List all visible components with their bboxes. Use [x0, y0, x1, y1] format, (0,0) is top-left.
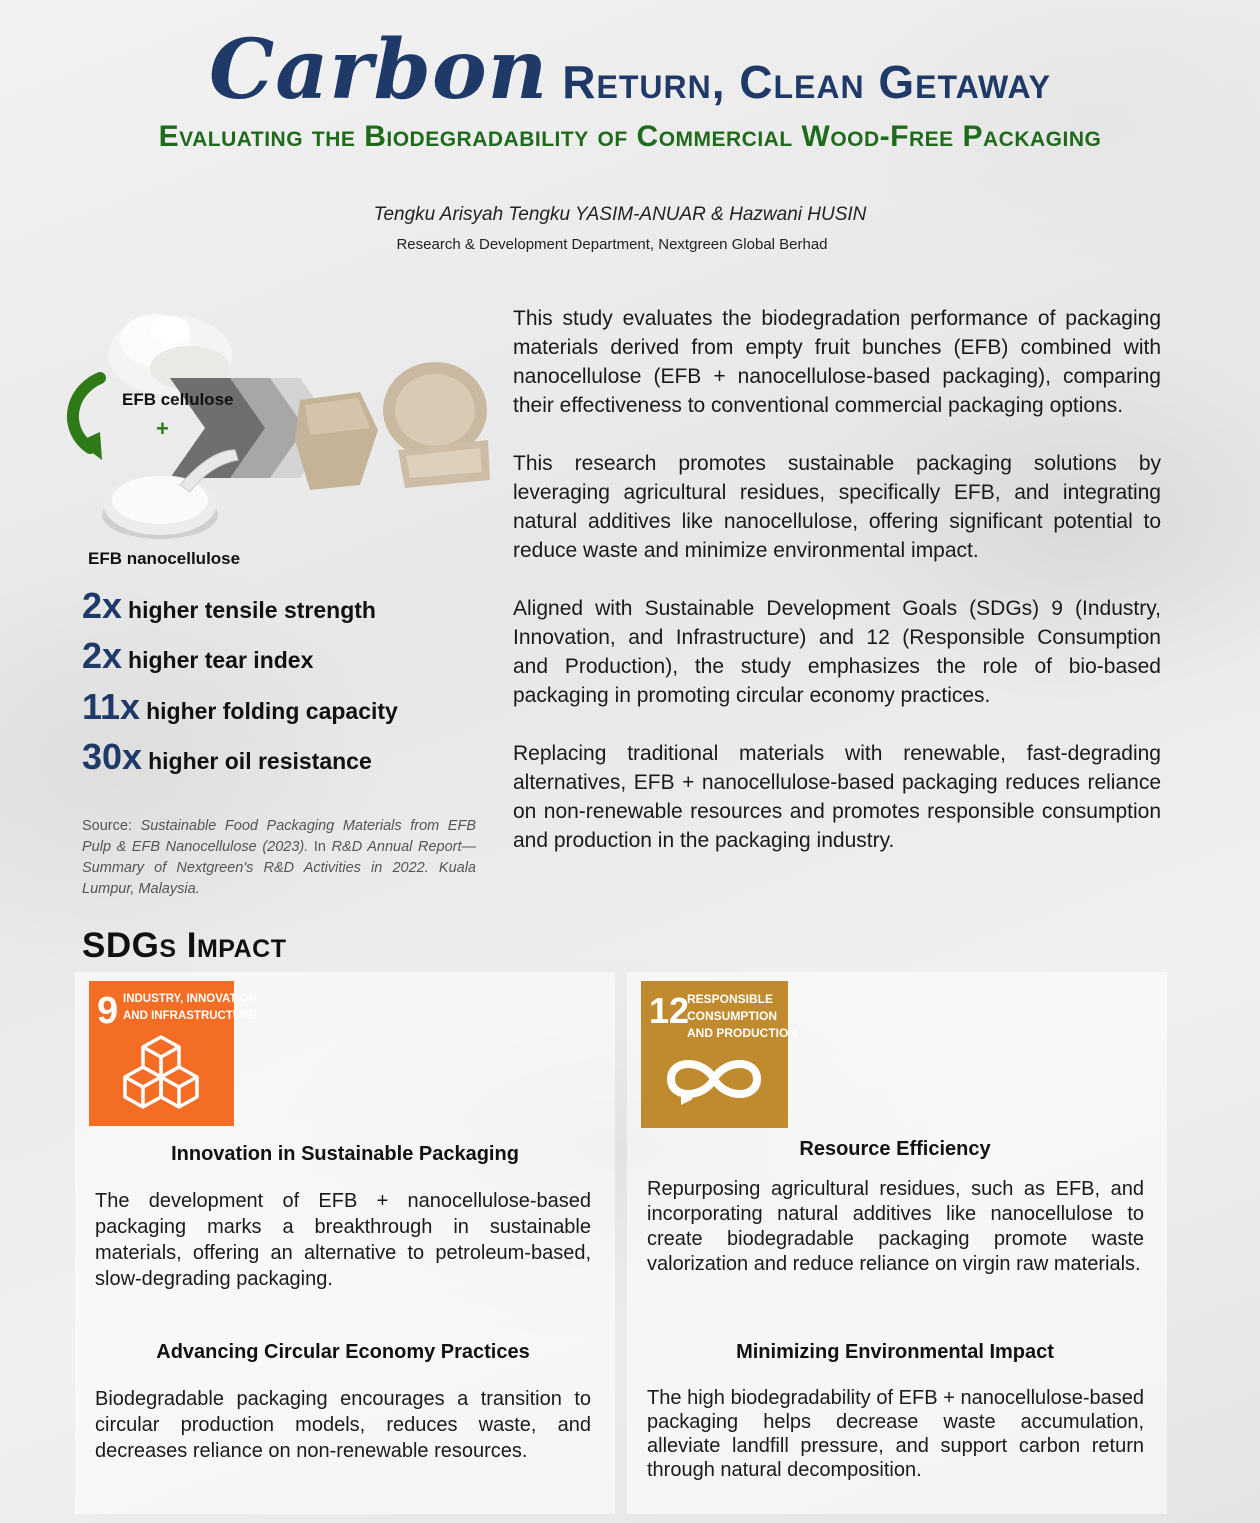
authors: Tengku Arisyah Tengku YASIM-ANUAR & Hazwani HUSIN — [373, 204, 867, 225]
body-paragraph-4: Replacing traditional materials with renewable, fast-degrading alternatives, EFB + nanocellulose-based packaging reduces reliance on non-renewable resources and promotes responsible consumption and production in the packaging industry. — [513, 742, 1161, 852]
source-report: R&D Annual Report— Summary of Nextgreen's R&D Activities in 2022. Kuala Lumpur, Malaysia. — [82, 839, 476, 897]
sdg12-card1-title: Resource Efficiency — [799, 1138, 991, 1160]
stat-oil — [82, 736, 372, 778]
stat-multiplier: 2x — [82, 635, 123, 676]
stat-tensile — [82, 585, 376, 627]
sdg12-name-line3: AND PRODUCTION — [687, 1026, 797, 1040]
poster-title — [0, 22, 1260, 118]
stat-description: higher tear index — [128, 647, 314, 673]
stat-tear — [82, 635, 313, 677]
sdg12-name-line2: CONSUMPTION — [687, 1009, 777, 1023]
stat-description: higher oil resistance — [148, 748, 372, 774]
title-rest: Return, Clean Getaway — [562, 56, 1051, 108]
process-graphic — [60, 300, 500, 580]
source-citation — [82, 816, 476, 900]
stat-multiplier: 2x — [82, 585, 123, 626]
plus-sign: + — [156, 416, 169, 441]
stat-description: higher folding capacity — [146, 698, 398, 724]
stat-multiplier: 11x — [82, 686, 141, 727]
sdg-heading: SDGs Impact — [82, 926, 287, 965]
efb-cellulose-label: EFB cellulose — [122, 390, 234, 409]
body-paragraph-3: Aligned with Sustainable Development Goals (SDGs) 9 (Industry, Innovation, and Infrastructure) and 12 (Responsible Consumption and Production), the study emphasizes the role of bio-based packaging in promoting circular economy practices. — [513, 597, 1161, 707]
stat-folding — [82, 686, 398, 728]
sdg9-badge — [89, 981, 258, 1126]
sdg12-card2-title: Minimizing Environmental Impact — [736, 1341, 1054, 1363]
source-prefix: Source: — [82, 818, 132, 834]
source-in: In — [313, 839, 326, 855]
stat-description: higher tensile strength — [128, 597, 376, 623]
nanocellulose-bowl-image — [102, 450, 238, 539]
source-title: Sustainable Food Packaging Materials from EFB Pulp & EFB Nanocellulose (2023). — [82, 818, 476, 855]
sdg9-name-line1: INDUSTRY, INNOVATION — [123, 993, 257, 1005]
sdg12-name-line1: RESPONSIBLE — [687, 992, 774, 1006]
sdg12-badge — [641, 981, 797, 1128]
affiliation: Research & Development Department, Nextgreen Global Berhad — [396, 236, 828, 253]
sdg12-card2-text: The high biodegradability of EFB + nanocellulose-based packaging helps decrease waste accumulation, alleviate landfill pressure, and support carbon return through natural decomposition. — [647, 1387, 1144, 1481]
sdg9-card2-title: Advancing Circular Economy Practices — [156, 1341, 530, 1363]
process-illustration — [60, 300, 500, 580]
sdg12-card1-text: Repurposing agricultural residues, such as EFB, and incorporating natural additives like nanocellulose to create biodegradable packaging promote waste valorization and reduce reliance on virgin raw materials. — [647, 1178, 1144, 1275]
packaging-products-image — [295, 362, 490, 490]
stat-multiplier: 30x — [82, 736, 143, 777]
sdg9-card2-text: Biodegradable packaging encourages a transition to circular production models, reduces waste, and decreases reliance on non-renewable resources. — [95, 1388, 591, 1462]
body-paragraph-2: This research promotes sustainable packaging solutions by leveraging agricultural residues, specifically EFB, and integrating natural additives like nanocellulose, offering significant potential to reduce waste and minimize environmental impact. — [513, 452, 1161, 562]
body-paragraph-1: This study evaluates the biodegradation performance of packaging materials derived from empty fruit bunches (EFB) combined with nanocellulose (EFB + nanocellulose-based packaging), comparing their effectiveness to conventional commercial packaging options. — [513, 307, 1161, 417]
body-text — [513, 304, 1161, 884]
sdg9-number: 9 — [97, 990, 119, 1032]
sdg12-icon — [641, 981, 797, 1128]
poster-subtitle: Evaluating the Biodegradability of Commercial Wood-Free Packaging — [158, 120, 1102, 153]
sdg9-name-line2: AND INFRASTRUCTURE — [123, 1010, 258, 1022]
sdg9-card1-title: Innovation in Sustainable Packaging — [171, 1143, 519, 1165]
sdg9-icon — [89, 981, 258, 1126]
efb-nanocellulose-label: EFB nanocellulose — [88, 549, 241, 568]
sdg12-number: 12 — [649, 990, 690, 1031]
title-script-word: Carbon — [209, 22, 549, 118]
green-curved-arrow-icon — [73, 378, 102, 460]
sdg9-card1-text: The development of EFB + nanocellulose-based packaging marks a breakthrough in sustainable materials, offering an alternative to petroleum-based, slow-degrading packaging. — [95, 1190, 591, 1290]
